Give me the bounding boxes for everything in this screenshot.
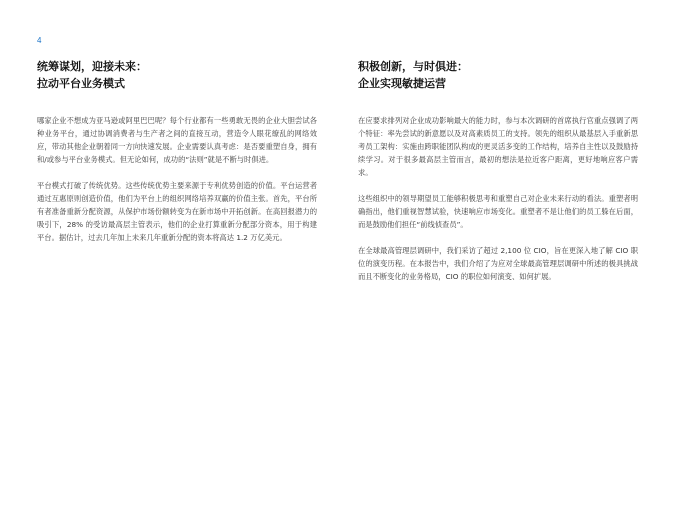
left-heading [37, 58, 317, 92]
right-paragraph-1: 在应要求排列对企业成功影响最大的能力时，参与本次调研的首席执行官重点强调了两个特征：率先尝试的新意愿以及对高素质员工的支持。领先的组织从最基层入手重新思考员工架构：实施由跨职能团队构成的更灵活多变的工作结构，培养自主性以及鼓励持续学习。对于很多最高层主管而言，最初的想法是拉近客户距离，更好地响应客户需求。 [358, 116, 638, 177]
right-heading-line-2: 企业实现敏捷运营 [358, 77, 446, 90]
right-paragraph-2: 这些组织中的领导期望员工能够积极思考和重塑自己对企业未来行动的看法。重塑者明确指出，他们重视智慧试验，快速响应市场变化。重塑者不是让他们的员工躲在后面，而是鼓励他们担任“前线侦查员”。 [358, 194, 638, 229]
right-paragraph-3: 在全球最高管理层调研中，我们采访了超过 2,100 位 CIO，旨在更深入地了解 CIO 职位的演变历程。在本报告中，我们介绍了为应对全球最高管理层调研中所述的极具挑战而且不断变化的业务格局，CIO 的职位如何演变、如何扩展。 [358, 246, 638, 281]
left-column [37, 58, 317, 257]
left-paragraph-2: 平台模式打破了传统优势。这些传统优势主要来源于专利优势创造的价值。平台运营者通过互惠原则创造价值，他们为平台上的组织网络培养双赢的价值主张。首先，平台所有者准备重新分配资源，从保护市场份额转变为在新市场中开拓创新。在高回报潜力的吸引下，28% 的受访最高层主管表示，他们的企业打算重新分配部分资本，用于构建平台。据估计，过去几年加上未来几年重新分配的资本将高达 1.2 万亿美元。 [37, 181, 317, 242]
right-heading [358, 58, 638, 92]
right-column [358, 58, 638, 296]
right-heading-line-1: 积极创新，与时俱进： [358, 60, 468, 73]
left-heading-line-2: 拉动平台业务模式 [37, 77, 125, 90]
left-paragraph-1: 哪家企业不想成为亚马逊或阿里巴巴呢？每个行业都有一些勇敢无畏的企业大胆尝试各种业务平台，通过协调消费者与生产者之间的直接互动，营造令人眼花缭乱的网络效应，带动其他企业朝着同一方向快速发展。企业需要认真考虑：是否要重塑自身，拥有和/或参与平台业务模式。但无论如何，成功的“法则”就是不断与时俱进。 [37, 116, 317, 164]
page-number: 4 [37, 36, 42, 45]
left-heading-line-1: 统筹谋划，迎接未来： [37, 60, 147, 73]
